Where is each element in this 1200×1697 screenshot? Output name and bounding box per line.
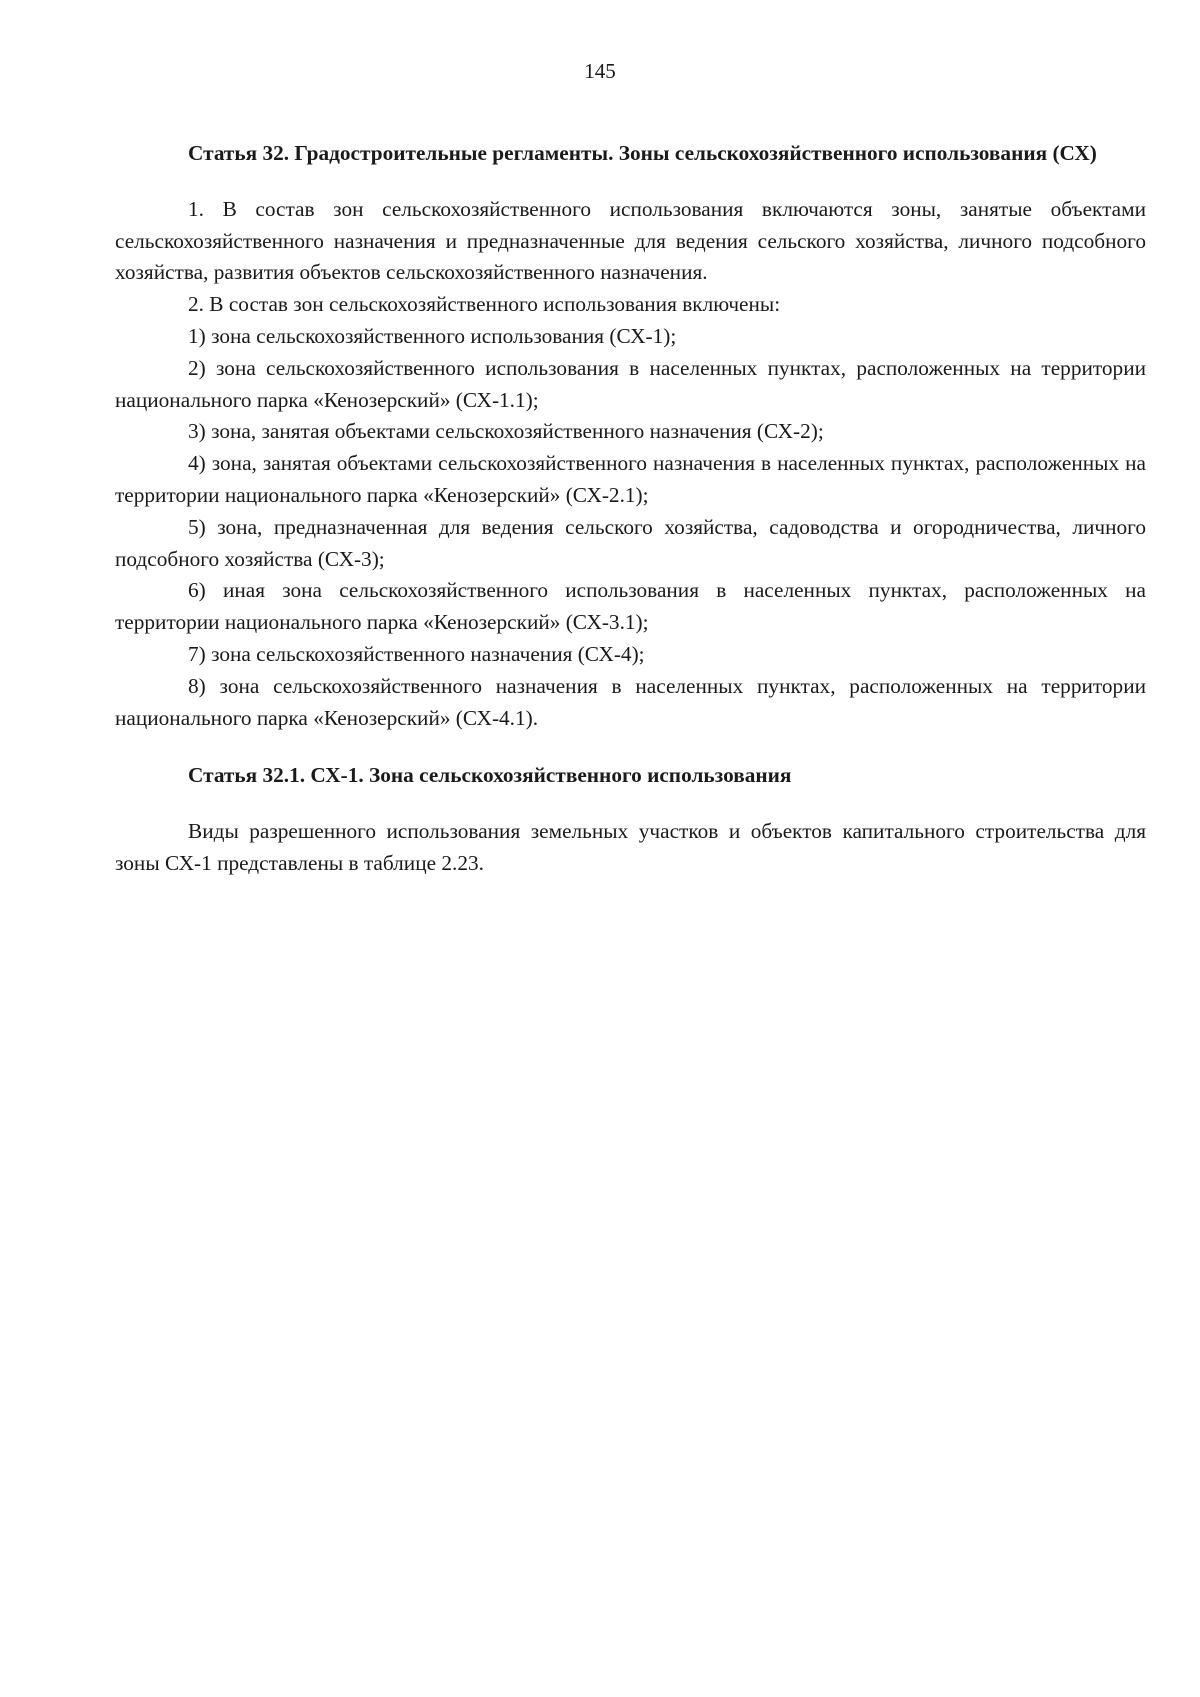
article-32-1-heading: Статья 32.1. СХ-1. Зона сельскохозяйственного использования <box>188 763 792 788</box>
zone-list-item-5: 5) зона, предназначенная для ведения сельского хозяйства, садоводства и огородничества, личного подсобного хозяйства (СХ-3); <box>115 514 1146 571</box>
zone-list-item-6: 6) иная зона сельскохозяйственного использования в населенных пунктах, расположенных на территории национального парка «Кенозерский» (СХ-3.1); <box>115 578 1146 635</box>
zone-list-item-1: 1) зона сельскохозяйственного использования (СХ-1); <box>188 323 677 348</box>
page-content <box>115 138 1146 880</box>
zone-list-item-3: 3) зона, занятая объектами сельскохозяйственного назначения (СХ-2); <box>188 419 824 444</box>
zone-list-item-4: 4) зона, занятая объектами сельскохозяйственного назначения в населенных пунктах, расположенных на территории национального парка «Кенозерский» (СХ-2.1); <box>115 451 1146 507</box>
article-32-paragraph-1: 1. В состав зон сельскохозяйственного использования включаются зоны, занятые объектами сельскохозяйственного назначения и предназначенные для ведения сельского хозяйства, личного подсобного хозяйства, развития объектов сельскохозяйственного назначения. <box>115 196 1146 285</box>
zone-list <box>115 321 1146 734</box>
zone-list-item-2: 2) зона сельскохозяйственного использования в населенных пунктах, расположенных на территории национального парка «Кенозерский» (СХ-1.1); <box>115 355 1146 412</box>
article-32-paragraph-2: 2. В состав зон сельскохозяйственного использования включены: <box>188 292 781 317</box>
zone-list-item-8: 8) зона сельскохозяйственного назначения в населенных пунктах, расположенных на территории национального парка «Кенозерский» (СХ-4.1). <box>115 673 1146 730</box>
page-number: 145 <box>584 59 616 83</box>
article-32-heading: Статья 32. Градостроительные регламенты. Зоны сельскохозяйственного использования (СХ) <box>188 141 1097 165</box>
article-32-1-paragraph: Виды разрешенного использования земельных участков и объектов капитального строительства для зоны СХ-1 представлены в таблице 2.23. <box>115 819 1146 875</box>
zone-list-item-7: 7) зона сельскохозяйственного назначения (СХ-4); <box>188 641 645 666</box>
